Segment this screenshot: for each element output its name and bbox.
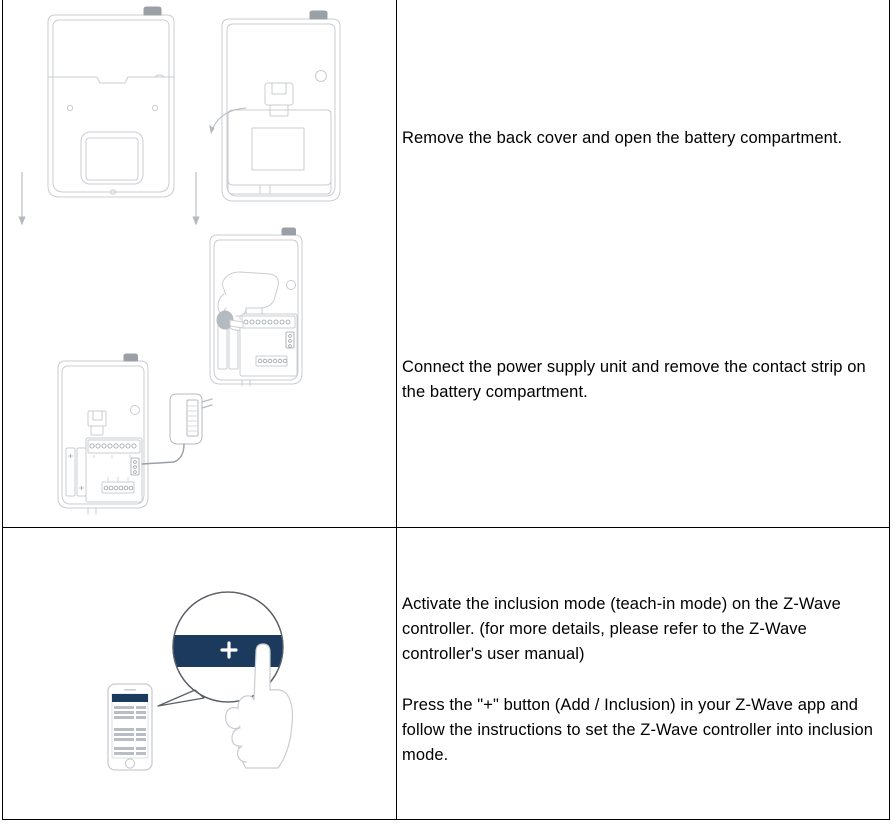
step-3-paragraph-2: Press the "+" button (Add / Inclusion) in your Z-Wave app and follow the instructions to set the Z-Wave controller into inclusion mode.	[402, 696, 874, 764]
battery-compartment-open-illustration	[200, 4, 385, 234]
table-column-divider-top	[396, 0, 397, 527]
smartphone	[108, 684, 152, 770]
step-3-text-part-2	[402, 693, 882, 768]
step-1-paragraph: Remove the back cover and open the battery compartment.	[402, 129, 843, 147]
table-column-divider-bottom	[396, 527, 397, 820]
power-supply-connection-illustration	[50, 358, 235, 528]
back-cover-removal-illustration	[18, 4, 208, 234]
step-2-paragraph: Connect the power supply unit and remove the contact strip on the battery compartment.	[402, 358, 866, 401]
step-2-text	[402, 355, 880, 405]
step-3-paragraph-1: Activate the inclusion mode (teach-in mode) on the Z-Wave controller. (for more details, please refer to the Z-Wave controller's user manual)	[402, 595, 841, 663]
step-1-text	[402, 126, 882, 151]
step-3-text-part-1	[402, 592, 882, 667]
inclusion-mode-illustration	[100, 578, 340, 778]
